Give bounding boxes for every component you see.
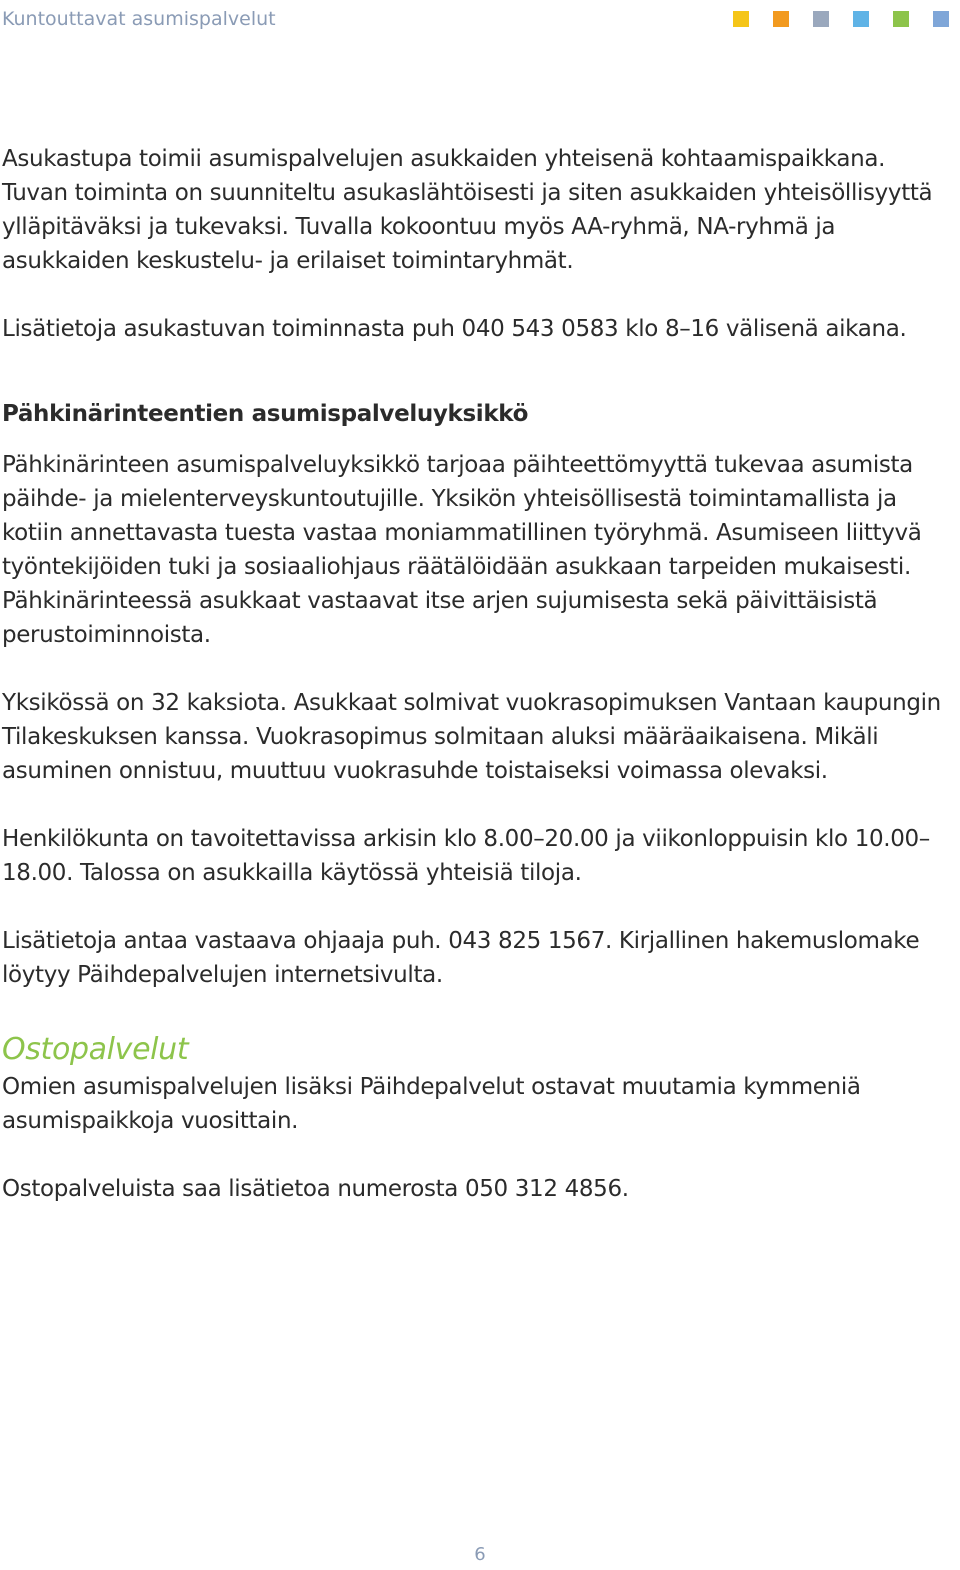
main-content — [2, 142, 954, 1206]
page-header — [0, 0, 960, 40]
pahkinarinne-paragraph-4: Lisätietoja antaa vastaava ohjaaja puh. 043 825 1567. Kirjallinen hakemuslomake löytyy Päihdepalvelujen internetsivulta. — [2, 928, 920, 988]
asukastupa-paragraph-2: Lisätietoja asukastuvan toiminnasta puh 040 543 0583 klo 8–16 välisenä aikana. — [2, 316, 907, 342]
yellow-square — [733, 11, 749, 27]
ostopalvelut-title: Ostopalvelut — [2, 1032, 189, 1067]
color-squares — [733, 11, 949, 27]
blue-square — [933, 11, 949, 27]
ostopalvelut-paragraph-1: Omien asumispalvelujen lisäksi Päihdepalvelut ostavat muutamia kymmeniä asumispaikkoja vuosittain. — [2, 1074, 861, 1134]
header-title: Kuntouttavat asumispalvelut — [2, 8, 276, 30]
green-square — [893, 11, 909, 27]
pahkinarinne-title: Pähkinärinteentien asumispalveluyksikkö — [2, 401, 529, 427]
orange-square — [773, 11, 789, 27]
page-number: 6 — [474, 1544, 486, 1565]
ostopalvelut-paragraph-2: Ostopalveluista saa lisätietoa numerosta 050 312 4856. — [2, 1176, 629, 1202]
lightblue-square — [853, 11, 869, 27]
gray-square — [813, 11, 829, 27]
pahkinarinne-paragraph-2: Yksikössä on 32 kaksiota. Asukkaat solmivat vuokrasopimuksen Vantaan kaupungin Tilakeskuksen kanssa. Vuokrasopimus solmitaan aluksi määräaikaisena. Mikäli asuminen onnistuu, muuttuu vuokrasuhde toistaiseksi voimassa olevaksi. — [2, 690, 941, 784]
pahkinarinne-paragraph-1: Pähkinärinteen asumispalveluyksikkö tarjoaa päihteettömyyttä tukevaa asumista päihde- ja mielenterveyskuntoutujille. Yksikön yhteisöllisestä toimintamallista ja kotiin annettavasta tuesta vastaa moniammatillinen työryhmä. Asumiseen liittyvä työntekijöiden tuki ja sosiaaliohjaus räätälöidään asukkaan tarpeiden mukaisesti. Pähkinärinteessä asukkaat vastaavat itse arjen sujumisesta sekä päivittäisistä perustoiminnoista. — [2, 452, 922, 648]
pahkinarinne-paragraph-3: Henkilökunta on tavoitettavissa arkisin klo 8.00–20.00 ja viikonloppuisin klo 10.00–18.00. Talossa on asukkailla käytössä yhteisiä tiloja. — [2, 826, 930, 886]
asukastupa-paragraph-1: Asukastupa toimii asumispalvelujen asukkaiden yhteisenä kohtaamispaikkana. Tuvan toiminta on suunniteltu asukaslähtöisesti ja siten asukkaiden yhteisöllisyyttä ylläpitäväksi ja tukevaksi. Tuvalla kokoontuu myös AA-ryhmä, NA-ryhmä ja asukkaiden keskustelu- ja erilaiset toimintaryhmät. — [2, 146, 933, 274]
